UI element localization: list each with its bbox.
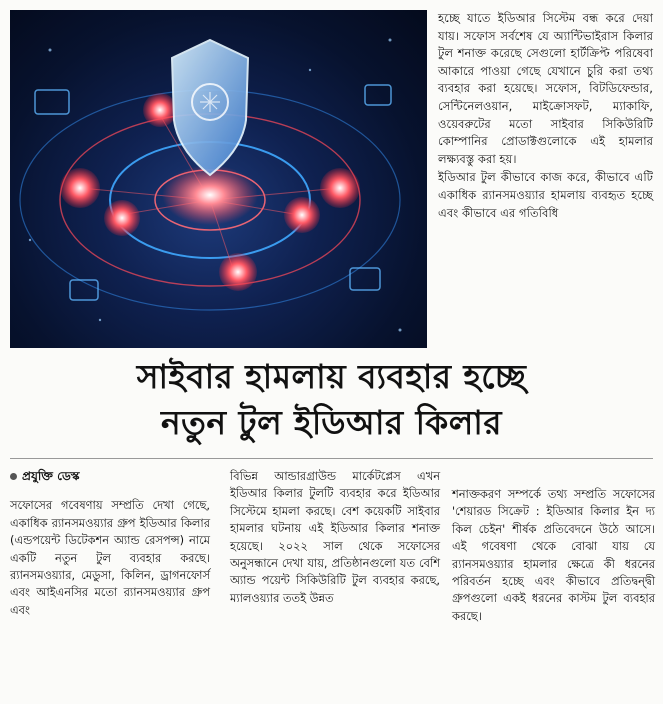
side-column — [438, 10, 653, 222]
cyber-security-illustration — [10, 10, 427, 348]
column-2-text: বিভিন্ন আন্ডারগ্রাউন্ড মার্কেটপ্লেস এখন ইডিআর কিলার টুলটি ব্যবহার করে ইডিআর সিস্টেমে হামলা করছে। বেশ কয়েকটি সাইবার হামলার ঘটনায় এই ইডিআর কিলার শনাক্ত হয়েছে। ২০২২ সাল থেকে সফোসের অনুসন্ধানে দেখা যায়, প্রতিষ্ঠানগুলো যত বেশি অ্যান্ড পয়েন্ট সিকিউরিটি টুল ব্যবহার করছে, ম্যালওয়্যার ততই উন্নত — [230, 469, 440, 605]
headline-line-2: নতুন টুল ইডিআর কিলার — [160, 403, 503, 442]
threat-node — [284, 197, 320, 233]
byline — [10, 468, 210, 485]
article-column-1 — [10, 468, 210, 619]
column-3-text: শনাক্তকরণ সম্পর্কে তথ্য সম্প্রতি সফোসের 'শেয়ারড সিক্রেট : ইডিআর কিলার ইন দ্য কিল চেইন' শীর্ষক প্রতিবেদনে উঠে আসে। এই গবেষণা থেকে বোঝা যায় যে র‍্যানসমওয়্যার হামলার ক্ষেত্রে কী ধরনের পরিবর্তন হচ্ছে এবং কীভাবে প্রতিদ্বন্দ্বী গ্রুপগুলো একই ধরনের কাস্টম টুল ব্যবহার করছে। — [452, 487, 655, 623]
byline-text: প্রযুক্তি ডেস্ক — [22, 469, 80, 483]
threat-node — [104, 200, 140, 236]
threat-node — [60, 168, 100, 208]
headline-line-1: সাইবার হামলায় ব্যবহার হচ্ছে — [136, 357, 527, 396]
threat-node — [143, 93, 177, 127]
threat-node — [320, 168, 360, 208]
threat-node — [219, 253, 257, 291]
side-paragraph-2: ইডিআর টুল কীভাবে কাজ করে, কীভাবে এটি একাধিক র‍্যানসমওয়্যার হামলায় ব্যবহৃত হচ্ছে এবং কীভাবে এর গতিবিধি — [438, 170, 653, 220]
divider — [10, 458, 653, 459]
illustration-graphic — [10, 10, 427, 348]
article-column-3 — [452, 486, 655, 625]
side-paragraph-1: হচ্ছে যাতে ইডিআর সিস্টেম বন্ধ করে দেয়া যায়। সফোস সর্বশেষ যে অ্যান্টিভাইরাস কিলার টুল শনাক্ত করেছে সেগুলো হার্টক্রিপ্ট পরিষেবা আকারে পাওয়া গেছে যেখানে চুরি করা তথ্য ব্যবহার করা হয়েছে। সফোস, বিটডিফেন্ডার, সেন্টিনেলওয়ান, মাইক্রোসফট, ম্যাকাফি, ওয়েবরুটের মতো সাইবার সিকিউরিটি কোম্পানির প্রোডাক্টগুলোকে এই হামলার লক্ষ্যবস্তু করা হয়। — [438, 11, 653, 166]
headline — [0, 354, 663, 446]
bullet-icon — [10, 473, 17, 480]
column-1-text: সফোসের গবেষণায় সম্প্রতি দেখা গেছে, একাধিক র‍্যানসমওয়্যার গ্রুপ ইডিআর কিলার (এন্ডপয়েন্ট ডিটেকশন অ্যান্ড রেসপন্স) নামে একটি নতুন টুল ব্যবহার করছে। র‍্যানসমওয়্যার, মেডুসা, কিলিন, ড্রাগনফোর্স এবং আইএনসির মতো র‍্যানসমওয়্যার গ্রুপ এবং — [10, 498, 210, 617]
article-column-2 — [230, 468, 440, 607]
